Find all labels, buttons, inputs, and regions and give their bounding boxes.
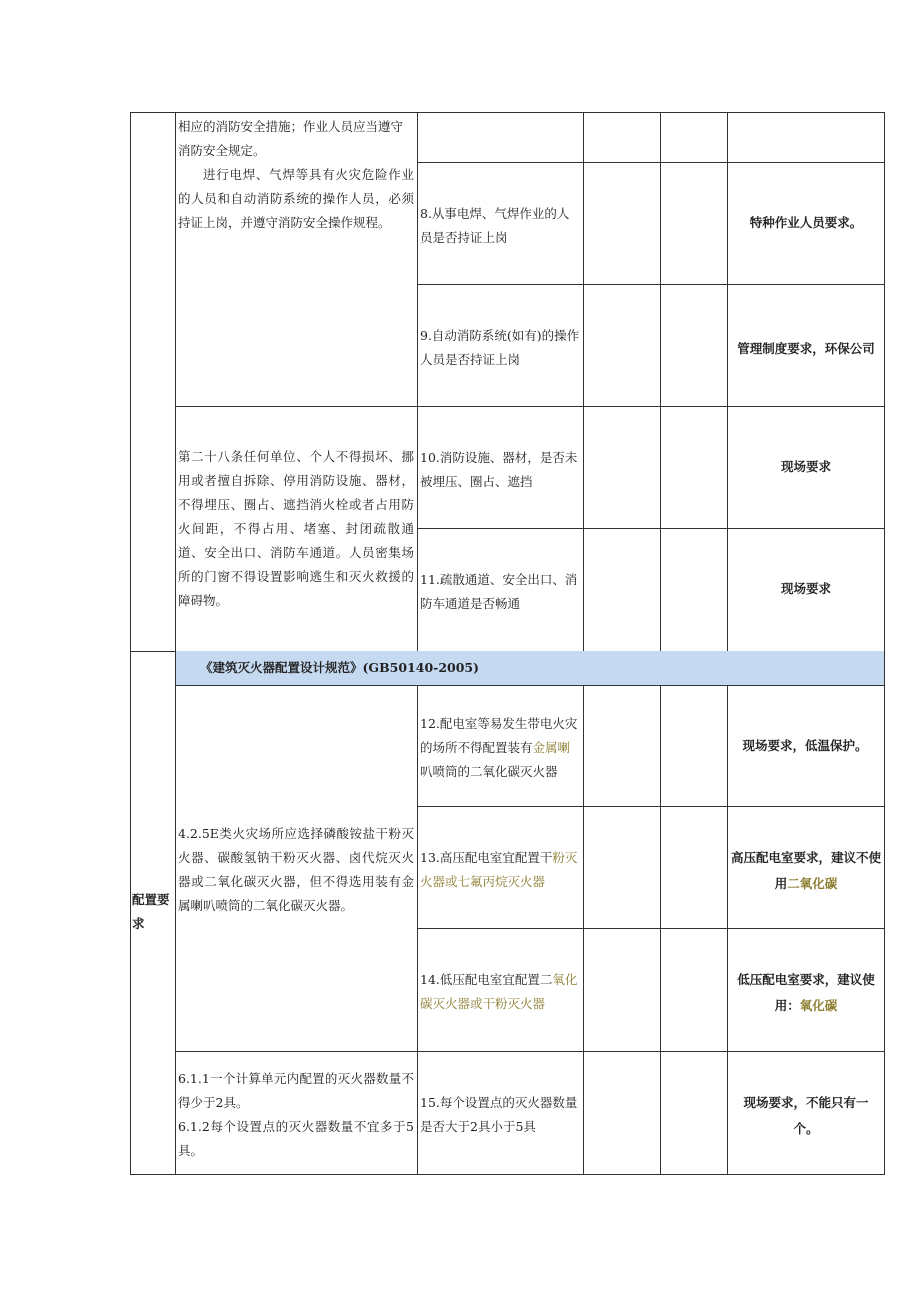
requirement-item-9: 管理制度要求，环保公司 <box>737 341 875 356</box>
requirement-item-8: 特种作业人员要求。 <box>749 215 863 230</box>
check-item-12-text: 12.配电室等易发生带电火灾的场所不得配置装有 <box>420 716 578 755</box>
requirement-item-14 <box>730 967 882 1019</box>
check-item-14-text: 14.低压配电室宜配置二 <box>420 972 553 987</box>
check-item-10: 10.消防设施、器材，是否未被埋压、圈占、遮挡 <box>420 450 578 489</box>
check-item-12 <box>420 712 580 784</box>
clause-4-2-5: 4.2.5E类火灾场所应选择磷酸铵盐干粉灭火器、碳酸氢钠干粉灭火器、卤代烷灭火器或二氧化碳灭火器，但不得选用装有金属喇叭喷筒的二氧化碳灭火器。 <box>178 826 414 913</box>
check-item-12-highlight: 金属喇 <box>532 740 571 755</box>
requirement-item-15: 现场要求，不能只有一个。 <box>743 1095 869 1136</box>
check-item-14-highlight: 氧化碳灭火器或干粉灭火器 <box>420 972 578 1011</box>
standard-title: 《建筑灭火器配置设计规范》(GB50140-2005) <box>200 660 480 675</box>
check-item-8: 8.从事电焊、气焊作业的人员是否持证上岗 <box>420 206 570 245</box>
check-item-9: 9.自动消防系统(如有)的操作人员是否持证上岗 <box>420 328 580 367</box>
check-item-15: 15.每个设置点的灭火器数量是否大于2具小于5具 <box>420 1095 578 1134</box>
clause-fire-safety-measures <box>178 115 414 235</box>
requirement-item-14-text: 低压配电室要求，建议使用： <box>737 972 875 1013</box>
check-item-14 <box>420 968 580 1016</box>
requirement-item-12: 现场要求，低温保护。 <box>742 738 868 753</box>
check-item-12-text-end: 叭喷筒的二氧化碳灭火器 <box>420 764 558 779</box>
clause-paragraph-certification: 进行电焊、气焊等具有火灾危险作业的人员和自动消防系统的操作人员，必须持证上岗，并遵守消防安全操作规程。 <box>178 167 414 230</box>
check-item-13 <box>420 846 580 894</box>
requirement-item-13-text: 高压配电室要求，建议不使用 <box>730 850 881 891</box>
check-item-13-highlight: 粉灭火器或七氟丙烷灭火器 <box>420 850 578 889</box>
check-item-13-text: 13.高压配电室宜配置干 <box>420 850 553 865</box>
clause-6-1-1: 6.1.1一个计算单元内配置的灭火器数量不得少于2具。 <box>178 1071 414 1110</box>
requirement-item-13 <box>730 845 882 897</box>
clause-6-1 <box>178 1067 414 1163</box>
requirement-item-13-highlight: 二氧化碳 <box>787 876 838 891</box>
requirement-item-14-highlight: 氧化碳 <box>799 998 838 1013</box>
clause-6-1-2: 6.1.2每个设置点的灭火器数量不宜多于5具。 <box>178 1119 414 1158</box>
requirement-item-11: 现场要求 <box>780 581 831 596</box>
check-item-11: 11.疏散通道、安全出口、消防车通道是否畅通 <box>420 572 578 611</box>
clause-line-1: 相应的消防安全措施；作业人员应当遵守 <box>178 119 404 134</box>
clause-article-28: 第二十八条任何单位、个人不得损坏、挪用或者擅自拆除、停用消防设施、器材，不得埋压、圈占、遮挡消火栓或者占用防火间距，不得占用、堵塞、封闭疏散通道、安全出口、消防车通道。人员密集场所的门窗不得设置影响逃生和灭火救援的障碍物。 <box>178 449 414 608</box>
requirement-item-10: 现场要求 <box>780 459 831 474</box>
clause-line-2: 消防安全规定。 <box>178 143 266 158</box>
category-label: 配置要求 <box>132 892 170 931</box>
